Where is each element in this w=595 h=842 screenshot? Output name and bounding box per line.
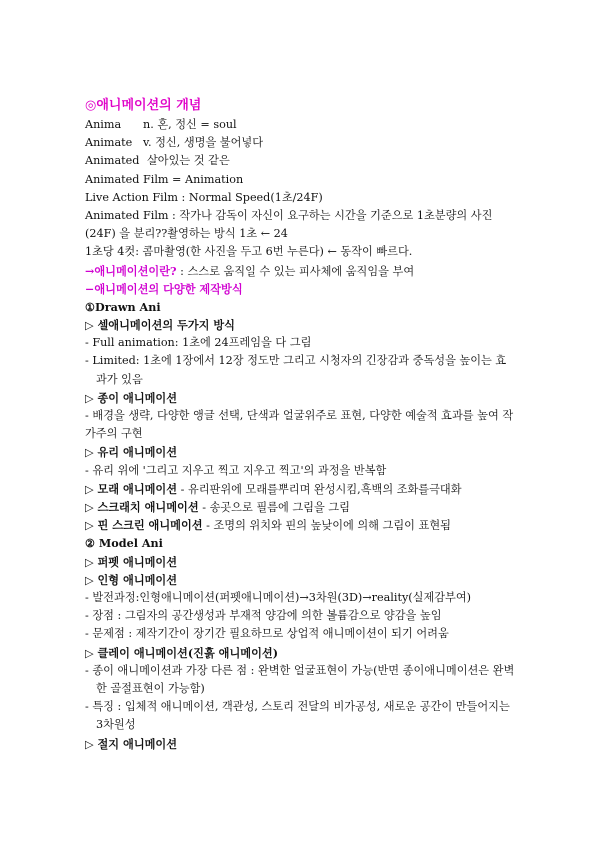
term: Anima	[85, 118, 122, 131]
development-item: - 발전과정:인형애니메이션(퍼펫애니메이션)→3차원(3D)→reality(실제감부여)	[85, 590, 472, 604]
definition-label: →애니메이션이란?	[85, 263, 177, 278]
definition-line-animated	[85, 152, 515, 170]
sand-animation-line	[85, 480, 515, 498]
film-line: Animated Film = Animation	[85, 172, 244, 186]
clay-animation-heading: ▷ 클레이 애니메이션(진흙 애니메이션)	[85, 645, 278, 660]
pros-item: - 장점 : 그림자의 공간생성과 부재적 양감에 의한 볼륨감으로 양감을 높임	[85, 609, 442, 623]
doll-animation-heading: ▷ 인형 애니메이션	[85, 572, 178, 587]
glass-animation-text: - 유리 위에 '그리고 지우고 찍고 지우고 찍고'의 과정을 반복함	[85, 463, 387, 477]
pin-screen-text: - 조명의 위치와 핀의 높낮이에 의해 그림이 표현됨	[202, 519, 451, 533]
document-body	[85, 96, 515, 753]
methods-heading: −애니메이션의 다양한 제작방식	[85, 281, 243, 296]
full-animation-item: - Full animation: 1초에 24프레임을 다 그림	[85, 336, 312, 350]
definition-line-animate	[85, 134, 515, 152]
clay-difference-item: - 종이 애니메이션과 가장 다른 점 : 완벽한 얼굴표현이 가능(반면 종이애니메이션은 완벽한 골절표현이 가능함)	[85, 663, 515, 695]
pin-screen-animation-line	[85, 516, 515, 534]
puppet-animation-heading: ▷ 퍼펫 애니메이션	[85, 554, 178, 569]
definition-line-anima	[85, 116, 515, 134]
sand-animation-text: - 유리판위에 모래를뿌리며 완성시킴,흑백의 조화를극대화	[177, 482, 462, 496]
cel-heading: ▷ 셀애니메이션의 두가지 방식	[85, 318, 235, 333]
animation-definition	[85, 262, 515, 280]
glass-animation-heading: ▷ 유리 애니메이션	[85, 445, 178, 460]
meaning: v. 정신, 생명을 불어넣다	[143, 136, 264, 150]
cons-item: - 문제점 : 제작기간이 장기간 필요하므로 상업적 애니메이션이 되기 어려움	[85, 627, 449, 641]
pin-screen-heading: ▷ 핀 스크린 애니메이션	[85, 518, 203, 533]
term: Animate	[85, 136, 133, 150]
paper-animation-text: - 배경을 생략, 다양한 앵글 선택, 단색과 얼굴위주로 표현, 다양한 예술적 효과를 높여 작가주의 구현	[85, 409, 514, 441]
scratch-animation-line	[85, 498, 515, 516]
animated-film-paragraph: Animated Film : 작가나 감독이 자신이 요구하는 시간을 기준으로 1초분량의 사진(24F) 을 분리??촬영하는 방식 1초 ← 24	[85, 208, 493, 241]
cutout-animation-heading: ▷ 절지 애니메이션	[85, 736, 178, 751]
frames-line: 1초당 4컷: 콤마촬영(한 사진을 두고 6번 누른다) ← 동작이 빠르다.	[85, 245, 413, 259]
definition-text: : 스스로 움직일 수 있는 피사체에 움직임을 부여	[176, 264, 415, 278]
sand-animation-heading: ▷ 모래 애니메이션	[85, 481, 178, 496]
term: Animated	[85, 154, 140, 168]
live-action-line: Live Action Film : Normal Speed(1초/24F)	[85, 190, 323, 204]
section-title: ◎애니메이션의 개념	[85, 98, 202, 113]
scratch-animation-text: - 송곳으로 필름에 그림을 그림	[198, 501, 350, 515]
meaning: 살아있는 것 같은	[147, 154, 230, 168]
drawn-ani-heading: ①Drawn Ani	[85, 299, 161, 314]
meaning: n. 혼, 정신 = soul	[143, 118, 237, 131]
clay-feature-item: - 특징 : 입체적 애니메이션, 객관성, 스토리 전달의 비가공성, 새로운 공간이 만들어지는 3차원성	[85, 700, 510, 732]
scratch-animation-heading: ▷ 스크래치 애니메이션	[85, 500, 199, 515]
model-ani-heading: ② Model Ani	[85, 536, 163, 551]
limited-animation-item: - Limited: 1초에 1장에서 12장 정도만 그리고 시청자의 긴장감과 중독성을 높이는 효과가 있음	[85, 354, 507, 386]
paper-animation-heading: ▷ 종이 애니메이션	[85, 390, 178, 405]
